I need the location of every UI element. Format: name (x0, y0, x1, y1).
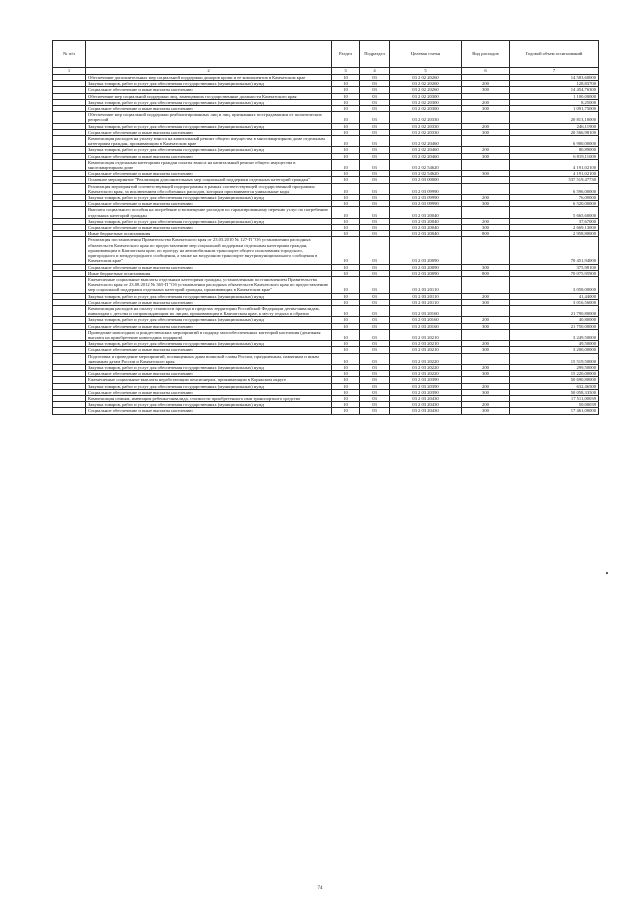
cell-expense (462, 353, 510, 364)
cell-amount: 76,00000 (510, 195, 599, 201)
cell-subsection: 03 (360, 395, 390, 401)
cell-name: Обеспечение мер социальной поддержки реабилитированных лиц и лиц, признанных пострадавшими от политических репрессий (86, 112, 332, 123)
cell-name: Социальное обеспечение и иные выплаты населению (86, 171, 332, 177)
cell-section: 10 (332, 305, 360, 316)
cell-subsection: 03 (360, 123, 390, 129)
table-row (53, 237, 599, 264)
cell-section: 10 (332, 153, 360, 159)
cell-target: 03 2 03 20220 (390, 353, 462, 364)
cell-target: 03 2 03 20430 (390, 402, 462, 408)
cell-amount: 537 519,47730 (510, 177, 599, 183)
cell-target: 03 2 03 09990 (390, 201, 462, 207)
cell-section: 10 (332, 81, 360, 87)
cell-subsection: 03 (360, 371, 390, 377)
header-expense: Вид расходов (462, 41, 510, 68)
table-row (53, 159, 599, 170)
cell-subsection: 03 (360, 129, 390, 135)
header-name (86, 41, 332, 68)
cell-subsection: 03 (360, 93, 390, 99)
cell-amount: 37,67000 (510, 218, 599, 224)
cell-target: 03 2 03 20040 (390, 231, 462, 237)
cell-subsection: 03 (360, 402, 390, 408)
cell-target: 03 2 03 20390 (390, 389, 462, 395)
cell-name: Закупка товаров, работ и услуг для обеспечения государственных (муниципальных) нужд (86, 123, 332, 129)
cell-expense: 300 (462, 87, 510, 93)
cell-amount: 15 519,50000 (510, 353, 599, 364)
cell-amount: 15 220,00000 (510, 371, 599, 377)
cell-amount: 6 819,11000 (510, 153, 599, 159)
cell-section: 10 (332, 347, 360, 353)
column-number: 7 (510, 68, 599, 75)
cell-subsection: 03 (360, 293, 390, 299)
cell-section: 10 (332, 218, 360, 224)
cell-subsection: 03 (360, 347, 390, 353)
cell-subsection: 03 (360, 136, 390, 147)
cell-expense: 200 (462, 147, 510, 153)
table-row (53, 112, 599, 123)
cell-target: 03 2 03 20220 (390, 371, 462, 377)
cell-num (53, 353, 86, 364)
cell-section: 10 (332, 237, 360, 264)
cell-amount: 21 750,00000 (510, 323, 599, 329)
cell-amount: 80,89000 (510, 147, 599, 153)
cell-name: Социальное обеспечение и иные выплаты населению (86, 264, 332, 270)
cell-name: Компенсация отдельным категориям граждан оплаты взноса на капитальный ремонт общего имущества в многоквартирном доме (86, 159, 332, 170)
table-row (53, 136, 599, 147)
cell-subsection: 03 (360, 81, 390, 87)
cell-target: 03 2 02 20330 (390, 112, 462, 123)
cell-amount: 17 461,00000 (510, 408, 599, 414)
cell-target: 03 2 03 00000 (390, 177, 462, 183)
cell-expense: 300 (462, 106, 510, 112)
cell-name: Проведение новогодних и рождественских мероприятий в подарку малообеспеченных категорий населения (денежная выплата на приобретение новогодних подарков) (86, 329, 332, 340)
cell-section: 10 (332, 353, 360, 364)
cell-name: Социальное обеспечение и иные выплаты населению (86, 389, 332, 395)
cell-name: Ежемесячные социальные выплаты неработающим пенсионерам, проживающим в Корякском округе (86, 377, 332, 383)
scan-speck (606, 572, 608, 574)
cell-subsection: 03 (360, 171, 390, 177)
cell-name: Социальное обеспечение и иные выплаты населению (86, 408, 332, 414)
cell-amount: 4 191,02100 (510, 171, 599, 177)
cell-target: 03 2 03 20090 (390, 237, 462, 264)
cell-target: 03 2 02 20300 (390, 106, 462, 112)
cell-subsection: 03 (360, 177, 390, 183)
cell-name: Компенсация расходов на оплату стоимости проезда в пределах территории Российской Федерации детям-инвалидам, инвалидам с детства и сопровождающим их лицам, проживающим в Камчатском крае, к месту отдыха и обратно (86, 305, 332, 316)
cell-amount: 70 075,95900 (510, 270, 599, 276)
cell-target: 03 2 03 20110 (390, 293, 462, 299)
cell-expense (462, 183, 510, 194)
cell-amount: 1 100,00000 (510, 93, 599, 99)
cell-amount: 1 091,75000 (510, 106, 599, 112)
cell-section: 10 (332, 75, 360, 81)
budget-table (52, 40, 599, 415)
cell-target: 03 2 03 20390 (390, 383, 462, 389)
cell-subsection: 03 (360, 159, 390, 170)
cell-target: 03 2 03 09990 (390, 183, 462, 194)
cell-target: 03 2 03 20430 (390, 395, 462, 401)
cell-target: 03 2 02 54620 (390, 171, 462, 177)
cell-target: 03 2 03 20160 (390, 323, 462, 329)
cell-amount: 246,11900 (510, 123, 599, 129)
cell-amount: 375,98100 (510, 264, 599, 270)
cell-subsection: 03 (360, 106, 390, 112)
cell-num (53, 207, 86, 218)
cell-subsection: 03 (360, 353, 390, 364)
cell-name: Закупка товаров, работ и услуг для обеспечения государственных (муниципальных) нужд (86, 218, 332, 224)
cell-subsection: 03 (360, 389, 390, 395)
cell-section: 10 (332, 264, 360, 270)
cell-section: 10 (332, 106, 360, 112)
cell-target: 03 2 03 20160 (390, 317, 462, 323)
cell-name: Закупка товаров, работ и услуг для обеспечения государственных (муниципальных) нужд (86, 99, 332, 105)
cell-subsection: 03 (360, 195, 390, 201)
cell-section: 10 (332, 147, 360, 153)
column-number: 3 (332, 68, 360, 75)
cell-name: Закупка товаров, работ и услуг для обеспечения государственных (муниципальных) нужд (86, 147, 332, 153)
cell-expense (462, 159, 510, 170)
cell-amount: 3 249,50000 (510, 329, 599, 340)
cell-amount: 128,83700 (510, 81, 599, 87)
cell-subsection: 03 (360, 329, 390, 340)
table-row (53, 305, 599, 316)
cell-amount: 3 200,00000 (510, 347, 599, 353)
cell-name: Социальное обеспечение и иные выплаты населению (86, 106, 332, 112)
cell-expense: 200 (462, 317, 510, 323)
cell-target: 03 2 02 20460 (390, 136, 462, 147)
cell-subsection: 03 (360, 183, 390, 194)
cell-name: Подготовка и проведение мероприятий, посвященных дням воинской славы России, праздничным, памятным и иным значимым датам России и Камчатского края (86, 353, 332, 364)
cell-expense (462, 305, 510, 316)
cell-subsection: 03 (360, 299, 390, 305)
cell-expense: 300 (462, 323, 510, 329)
cell-amount: 50,00039 (510, 402, 599, 408)
cell-name: Социальное обеспечение и иные выплаты населению (86, 299, 332, 305)
cell-expense: 300 (462, 408, 510, 414)
cell-section: 10 (332, 99, 360, 105)
cell-target: 03 2 02 20260 (390, 81, 462, 87)
cell-name: Иные бюджетные ассигнования (86, 270, 332, 276)
cell-expense: 200 (462, 99, 510, 105)
header-subsection: Подраздел (360, 41, 390, 68)
cell-num (53, 159, 86, 170)
cell-subsection: 03 (360, 99, 390, 105)
cell-expense: 200 (462, 123, 510, 129)
cell-subsection: 03 (360, 87, 390, 93)
cell-name: Социальное обеспечение и иные выплаты населению (86, 371, 332, 377)
cell-name: Социальное обеспечение и иные выплаты населению (86, 129, 332, 135)
cell-subsection: 03 (360, 201, 390, 207)
cell-expense: 200 (462, 341, 510, 347)
cell-num (53, 136, 86, 147)
cell-target: 03 2 03 20220 (390, 364, 462, 370)
table-row (53, 353, 599, 364)
cell-amount: 6 900,00000 (510, 136, 599, 147)
cell-section: 10 (332, 299, 360, 305)
cell-expense: 200 (462, 81, 510, 87)
cell-target: 03 2 03 20160 (390, 305, 462, 316)
cell-name: Компенсация расходов на уплату взноса на капитальный ремонт общего имущества в многоквартирном доме отдельным категориям граждан, проживающим в Камчатском крае (86, 136, 332, 147)
cell-section: 10 (332, 270, 360, 276)
cell-subsection: 03 (360, 264, 390, 270)
cell-amount: 299,50000 (510, 364, 599, 370)
cell-name: Социальное обеспечение и иные выплаты населению (86, 323, 332, 329)
cell-target: 03 2 02 20260 (390, 87, 462, 93)
cell-target: 03 2 02 20330 (390, 123, 462, 129)
cell-target: 03 2 03 20040 (390, 218, 462, 224)
cell-subsection: 03 (360, 231, 390, 237)
header-section: Раздел (332, 41, 360, 68)
cell-target: 03 2 03 20210 (390, 347, 462, 353)
cell-target: 03 2 02 20460 (390, 153, 462, 159)
cell-amount: 3 058,00000 (510, 276, 599, 293)
cell-expense: 200 (462, 195, 510, 201)
cell-section: 10 (332, 171, 360, 177)
table-row (53, 276, 599, 293)
cell-amount: 50 058,33500 (510, 389, 599, 395)
cell-num (53, 408, 86, 414)
cell-section: 10 (332, 383, 360, 389)
cell-expense (462, 329, 510, 340)
cell-target: 03 2 02 20460 (390, 147, 462, 153)
table-row (53, 207, 599, 218)
cell-target: 03 2 03 20040 (390, 225, 462, 231)
cell-amount: 20 813,10000 (510, 112, 599, 123)
cell-target: 03 2 02 20330 (390, 129, 462, 135)
column-number: 5 (390, 68, 462, 75)
cell-section: 10 (332, 371, 360, 377)
cell-target: 03 2 03 20210 (390, 329, 462, 340)
cell-name: Закупка товаров, работ и услуг для обеспечения государственных (муниципальных) нужд (86, 81, 332, 87)
cell-subsection: 03 (360, 112, 390, 123)
cell-name: Закупка товаров, работ и услуг для обеспечения государственных (муниципальных) нужд (86, 195, 332, 201)
cell-subsection: 03 (360, 305, 390, 316)
cell-section: 10 (332, 317, 360, 323)
cell-section: 10 (332, 201, 360, 207)
cell-expense (462, 237, 510, 264)
cell-name: Обеспечение дополнительных мер социальной поддержки доноров крови и ее компонентов в Камчатском крае (86, 75, 332, 81)
cell-num (53, 237, 86, 264)
cell-expense: 800 (462, 270, 510, 276)
cell-expense: 300 (462, 389, 510, 395)
cell-name: Обеспечение мер социальной поддержки лиц, замещавших государственные должности Камчатского края (86, 93, 332, 99)
cell-expense: 300 (462, 299, 510, 305)
cell-section: 10 (332, 341, 360, 347)
cell-amount: 4 191,02100 (510, 159, 599, 170)
cell-name: Выплата социального пособия на погребение и возмещение расходов по гарантированному перечню услуг по погребению отдельных категорий граждан (86, 207, 332, 218)
cell-amount: 49,50000 (510, 341, 599, 347)
cell-expense: 200 (462, 364, 510, 370)
cell-amount: 41,44000 (510, 293, 599, 299)
column-number-row (53, 68, 599, 75)
cell-subsection: 03 (360, 270, 390, 276)
cell-subsection: 03 (360, 364, 390, 370)
cell-target: 03 2 03 20090 (390, 270, 462, 276)
column-number: 6 (462, 68, 510, 75)
cell-section: 10 (332, 329, 360, 340)
cell-name: Закупка товаров, работ и услуг для обеспечения государственных (муниципальных) нужд (86, 293, 332, 299)
cell-target: 03 2 02 20300 (390, 99, 462, 105)
cell-subsection: 03 (360, 377, 390, 383)
cell-num (53, 112, 86, 123)
cell-subsection: 03 (360, 75, 390, 81)
cell-section: 10 (332, 364, 360, 370)
cell-amount: 632,46500 (510, 383, 599, 389)
header-num: № п/п (53, 41, 86, 68)
cell-name: Реализация постановления Правительства Камчатского края от 23.03.2010 № 127-П "Об установлении расходных обязательств Камчатского края по предоставлению мер социальной поддержки отдельным категориям граждан, проживающим в Камчатском крае, по проезду на автомобильном транспорте общего пользования городского, пригородного и междугородного сообщения, а также на воздушном транспорте внутримуниципального сообщения в Камчатском крае" (86, 237, 332, 264)
header-amount: Годовой объем ассигнований (510, 41, 599, 68)
header-row (53, 41, 599, 68)
cell-target: 03 2 03 20430 (390, 408, 462, 414)
cell-subsection: 03 (360, 383, 390, 389)
cell-name: Социальное обеспечение и иные выплаты населению (86, 201, 332, 207)
cell-section: 10 (332, 136, 360, 147)
cell-section: 10 (332, 123, 360, 129)
page-number: 74 (317, 886, 323, 891)
cell-name: Закупка товаров, работ и услуг для обеспечения государственных (муниципальных) нужд (86, 383, 332, 389)
cell-amount: 3 016,56000 (510, 299, 599, 305)
cell-target: 03 2 03 20090 (390, 264, 462, 270)
cell-amount: 40,80000 (510, 317, 599, 323)
cell-subsection: 03 (360, 276, 390, 293)
cell-section: 10 (332, 377, 360, 383)
table-body (53, 75, 599, 415)
cell-num (53, 276, 86, 293)
cell-section: 10 (332, 408, 360, 414)
cell-amount: 8,25000 (510, 99, 599, 105)
cell-subsection: 03 (360, 218, 390, 224)
cell-target: 03 2 03 20110 (390, 299, 462, 305)
cell-expense (462, 207, 510, 218)
cell-target: 03 2 03 09990 (390, 195, 462, 201)
cell-subsection: 03 (360, 147, 390, 153)
cell-expense: 300 (462, 347, 510, 353)
cell-expense: 300 (462, 371, 510, 377)
cell-amount: 50 690,80000 (510, 377, 599, 383)
header-target: Целевая статья (390, 41, 462, 68)
cell-expense: 300 (462, 264, 510, 270)
cell-expense: 300 (462, 153, 510, 159)
cell-subsection: 03 (360, 153, 390, 159)
cell-num (53, 329, 86, 340)
cell-num (53, 183, 86, 194)
cell-section: 10 (332, 177, 360, 183)
cell-subsection: 03 (360, 317, 390, 323)
cell-name: Закупка товаров, работ и услуг для обеспечения государственных (муниципальных) нужд (86, 402, 332, 408)
column-number: 4 (360, 68, 390, 75)
cell-expense: 300 (462, 201, 510, 207)
cell-amount: 14 454,76300 (510, 87, 599, 93)
cell-target: 03 2 03 20040 (390, 207, 462, 218)
cell-section: 10 (332, 195, 360, 201)
cell-section: 10 (332, 293, 360, 299)
cell-target: 03 2 03 20390 (390, 377, 462, 383)
cell-expense: 200 (462, 218, 510, 224)
cell-amount: 5 665,60000 (510, 207, 599, 218)
cell-expense (462, 136, 510, 147)
cell-section: 10 (332, 402, 360, 408)
cell-expense: 300 (462, 129, 510, 135)
cell-subsection: 03 (360, 341, 390, 347)
cell-target: 03 2 02 54620 (390, 159, 462, 170)
cell-subsection: 03 (360, 408, 390, 414)
table-row (53, 408, 599, 414)
cell-name: Ежемесячные социальные выплаты отдельным категориям граждан, установленным постановлением Правительства Камчатского края от 23.08.2012 № 365-П "Об установлении расходных обязательств Камчатского края по предоставлению мер социальной поддержки отдельных категорий граждан, проживающих в Камчатском крае" (86, 276, 332, 293)
cell-section: 10 (332, 395, 360, 401)
cell-amount: 6 596,00000 (510, 183, 599, 194)
cell-amount: 6 520,00000 (510, 201, 599, 207)
cell-expense: 200 (462, 293, 510, 299)
cell-section: 10 (332, 87, 360, 93)
cell-name: Социальное обеспечение и иные выплаты населению (86, 347, 332, 353)
cell-amount: 20 566,98100 (510, 129, 599, 135)
table-row (53, 329, 599, 340)
cell-amount: 70 451,94000 (510, 237, 599, 264)
cell-section: 10 (332, 183, 360, 194)
column-number: 1 (53, 68, 86, 75)
cell-name: Компенсация семьям, имеющим ребенка-инвалида, стоимости приобретенного ими транспортного средства (86, 395, 332, 401)
cell-section: 10 (332, 323, 360, 329)
cell-name: Закупка товаров, работ и услуг для обеспечения государственных (муниципальных) нужд (86, 341, 332, 347)
cell-target: 03 2 02 20260 (390, 75, 462, 81)
cell-section: 10 (332, 93, 360, 99)
cell-expense (462, 112, 510, 123)
cell-name: Закупка товаров, работ и услуг для обеспечения государственных (муниципальных) нужд (86, 364, 332, 370)
cell-subsection: 03 (360, 225, 390, 231)
cell-num (53, 305, 86, 316)
cell-subsection: 03 (360, 237, 390, 264)
cell-section: 10 (332, 276, 360, 293)
table-row (53, 183, 599, 194)
cell-section: 10 (332, 129, 360, 135)
cell-expense: 200 (462, 383, 510, 389)
cell-name: Основное мероприятие "Реализация дополнительных мер социальной поддержки отдельных категорий граждан" (86, 177, 332, 183)
cell-subsection: 03 (360, 323, 390, 329)
cell-name: Закупка товаров, работ и услуг для обеспечения государственных (муниципальных) нужд (86, 317, 332, 323)
cell-amount: 14 583,60000 (510, 75, 599, 81)
cell-name: Социальное обеспечение и иные выплаты населению (86, 225, 332, 231)
cell-expense: 300 (462, 171, 510, 177)
cell-amount: 2 669,13000 (510, 225, 599, 231)
cell-section: 10 (332, 225, 360, 231)
cell-section: 10 (332, 112, 360, 123)
cell-subsection: 03 (360, 207, 390, 218)
cell-name: Социальное обеспечение и иные выплаты населению (86, 153, 332, 159)
cell-name: Иные бюджетные ассигнования (86, 231, 332, 237)
cell-section: 10 (332, 207, 360, 218)
cell-name: Реализация мероприятий соответствующей подпрограммы в рамках соответствующей государственной программы Камчатского края, за исключением обособленных расходов, которым присваиваются уникальные коды (86, 183, 332, 194)
cell-expense: 300 (462, 225, 510, 231)
cell-expense: 800 (462, 231, 510, 237)
cell-section: 10 (332, 389, 360, 395)
cell-section: 10 (332, 159, 360, 170)
cell-amount: 21 790,80000 (510, 305, 599, 316)
cell-amount: 17 511,00039 (510, 395, 599, 401)
cell-name: Социальное обеспечение и иные выплаты населению (86, 87, 332, 93)
cell-expense: 200 (462, 402, 510, 408)
column-number: 2 (86, 68, 332, 75)
cell-amount: 2 958,80000 (510, 231, 599, 237)
cell-target: 03 2 03 20110 (390, 276, 462, 293)
cell-section: 10 (332, 231, 360, 237)
cell-expense (462, 276, 510, 293)
cell-target: 03 2 02 20300 (390, 93, 462, 99)
cell-target: 03 2 03 20210 (390, 341, 462, 347)
